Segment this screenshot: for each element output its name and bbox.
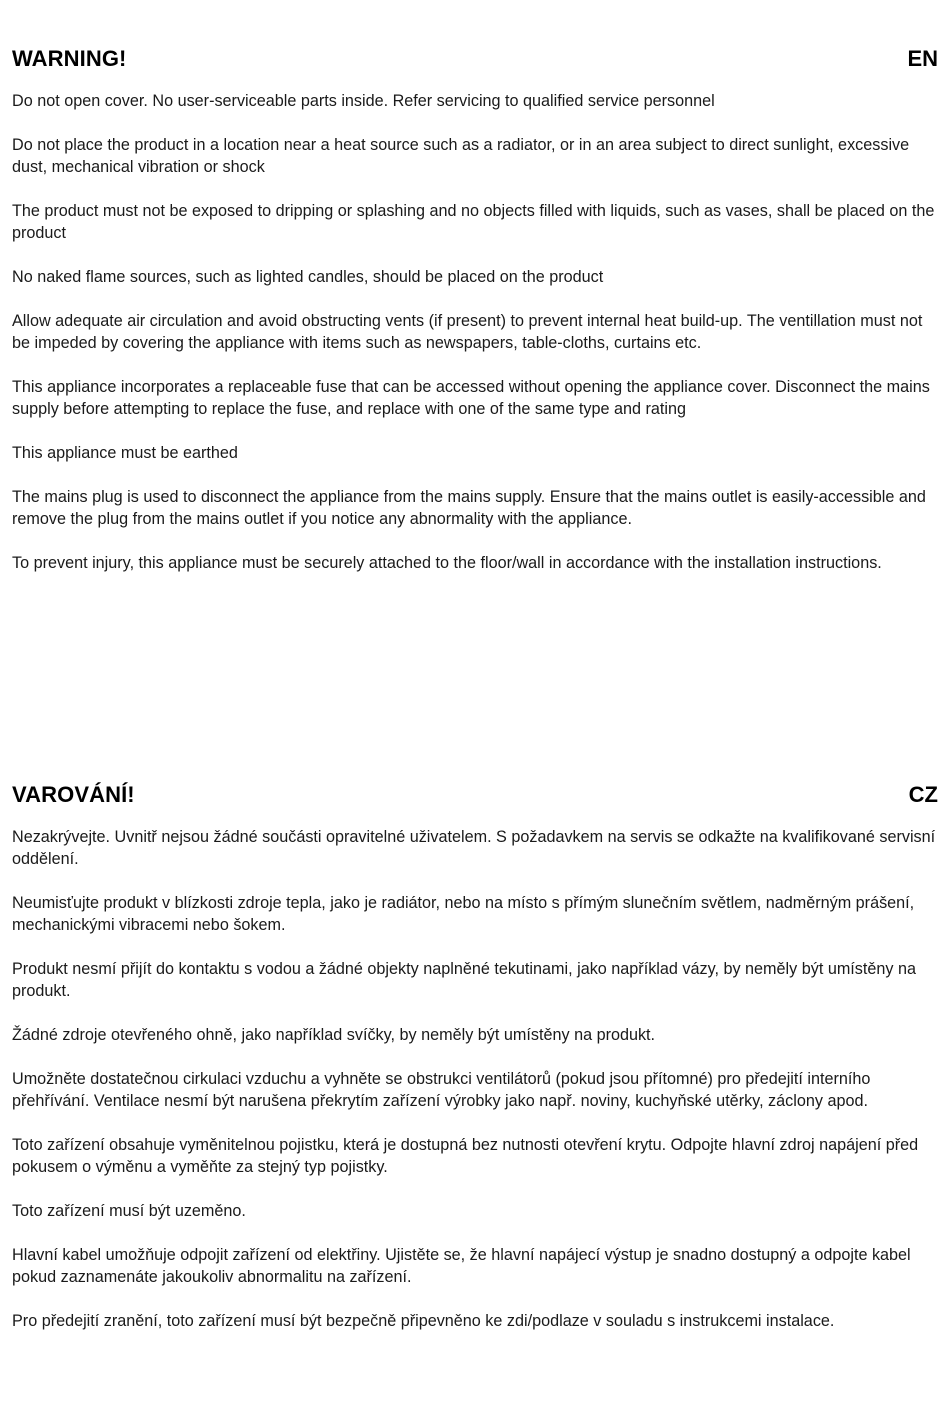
section-heading: VAROVÁNÍ! bbox=[12, 782, 135, 807]
section-heading: WARNING! bbox=[12, 46, 127, 71]
warning-paragraph: Pro předejití zranění, toto zařízení musí být bezpečně připevněno ke zdi/podlaze v souladu s instrukcemi instalace. bbox=[12, 1312, 835, 1330]
warning-paragraph: The mains plug is used to disconnect the appliance from the mains supply. Ensure that the mains outlet is easily-accessible and remove the plug from the mains outlet if you notice any abnormality with the appliance. bbox=[12, 488, 926, 528]
warning-paragraph: Toto zařízení obsahuje vyměnitelnou pojistku, která je dostupná bez nutnosti otevření krytu. Odpojte hlavní zdroj napájení před pokusem o výměnu a vyměňte za stejný typ pojistky. bbox=[12, 1136, 919, 1176]
warning-paragraph: The product must not be exposed to dripping or splashing and no objects filled with liquids, such as vases, shall be placed on the product bbox=[12, 202, 935, 242]
warning-paragraph: Do not place the product in a location near a heat source such as a radiator, or in an area subject to direct sunlight, excessive dust, mechanical vibration or shock bbox=[12, 136, 910, 176]
warning-paragraph: To prevent injury, this appliance must be securely attached to the floor/wall in accordance with the installation instructions. bbox=[12, 554, 882, 572]
warning-paragraph: This appliance incorporates a replaceable fuse that can be accessed without opening the appliance cover. Disconnect the mains supply before attempting to replace the fuse, and replace with one of the same type and rating bbox=[12, 378, 930, 418]
warning-paragraph: Allow adequate air circulation and avoid obstructing vents (if present) to prevent internal heat build-up. The ventillation must not be impeded by covering the appliance with items such as newspapers, table-cloths, curtains etc. bbox=[12, 312, 923, 352]
warning-paragraph: Umožněte dostatečnou cirkulaci vzduchu a vyhněte se obstrukci ventilátorů (pokud jsou přítomné) pro předejití interního přehřívání. Ventilace nesmí být narušena překrytím zařízení výrobky jako např. noviny, kuchyňské utěrky, záclony apod. bbox=[12, 1070, 871, 1110]
language-code: CZ bbox=[908, 782, 938, 807]
warning-paragraph: Nezakrývejte. Uvnitř nejsou žádné součásti opravitelné uživatelem. S požadavkem na servis se odkažte na kvalifikované servisní oddělení. bbox=[12, 828, 936, 868]
warning-paragraph: Do not open cover. No user-serviceable parts inside. Refer servicing to qualified service personnel bbox=[12, 92, 715, 110]
warning-paragraph: Žádné zdroje otevřeného ohně, jako například svíčky, by neměly být umístěny na produkt. bbox=[12, 1026, 656, 1044]
warning-paragraph: This appliance must be earthed bbox=[12, 444, 238, 462]
warning-paragraph: Produkt nesmí přijít do kontaktu s vodou a žádné objekty naplněné tekutinami, jako například vázy, by neměly být umístěny na produkt. bbox=[12, 960, 917, 1000]
warning-paragraph: No naked flame sources, such as lighted candles, should be placed on the product bbox=[12, 268, 604, 286]
warning-paragraph: Toto zařízení musí být uzeměno. bbox=[12, 1202, 246, 1220]
section-header bbox=[12, 46, 938, 78]
warning-paragraph: Neumisťujte produkt v blízkosti zdroje tepla, jako je radiátor, nebo na místo s přímým slunečním světlem, nadměrným prášení, mechanickými vibracemi nebo šokem. bbox=[12, 894, 915, 934]
warning-paragraph: Hlavní kabel umožňuje odpojit zařízení od elektřiny. Ujistěte se, že hlavní napájecí výstup je snadno dostupný a odpojte kabel pokud zaznamenáte jakoukoliv abnormalitu na zařízení. bbox=[12, 1246, 911, 1286]
section-header bbox=[12, 782, 938, 814]
warning-section-en bbox=[12, 46, 938, 596]
warning-section-cz bbox=[12, 782, 938, 1354]
language-code: EN bbox=[907, 46, 938, 71]
